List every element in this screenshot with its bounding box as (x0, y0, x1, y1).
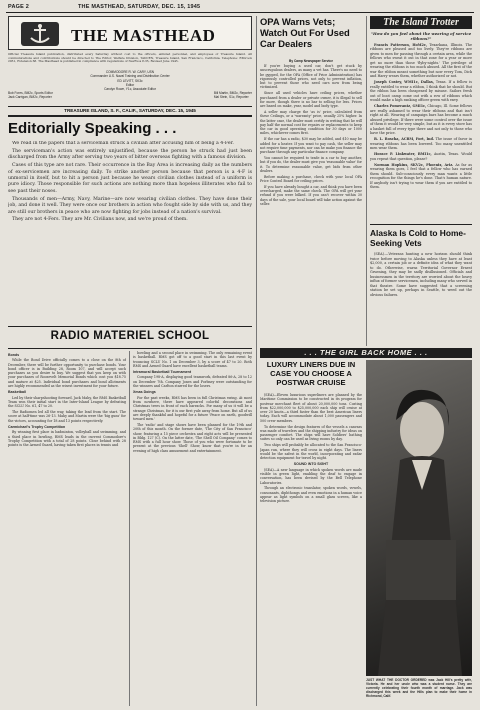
photo-caption: JUST WHAT THE DOCTOR ORDERED was Jack Hill's pretty wife, Victoria. He and her uncle who was a student nurse. They are currently celebrating their fourth month of marriage. Jack was discharged this week and the Hills plan to make their home in Richmond, Calif. (366, 678, 472, 698)
island-trotter-banner (370, 16, 472, 29)
girl-back-home-banner (260, 348, 472, 358)
girl-back-home-text: THE GIRL BACK HOME (319, 348, 413, 357)
girl-back-home-photo (366, 360, 472, 676)
page-number: PAGE 2 (8, 4, 29, 10)
trotter-response: Texarkana, Illinois. The ribbons are pleased and too lively. They're ribbons are given to men for passing through a certain area, while the fellows who sweat it out in that zone for a year or more get no more than those 'flyby-nights.' The privilege of wearing the ribbons is too much abused. All the first of the war the ribbon meant something but now every Tom, Dick and Harry wears them, whether authorized or not. (370, 42, 472, 78)
opa-paragraph: You cannot be required to trade in a car to buy another, but if you do, the dealer must give you 'reasonable value' for it. To determine reasonable value, get bids from other dealers. (260, 155, 362, 173)
page-header (8, 4, 472, 12)
alaska-body (370, 252, 472, 346)
editorial-paragraph: Thousands of men—Army, Navy, Marine—are now wearing civilian clothes. They have done their job, and done it well. They were once our brothers in action who fought side by side with us, and they are still our brothers in peace who are now fighting for jobs instead of a nation's survival. (8, 196, 252, 215)
editor: ED LEVITT, SK3c (117, 79, 143, 83)
trotter-answer (370, 80, 472, 103)
paragraph: The 'radio' and stage shows have been planned for the 19th and 20th of this month. On the former date, 'The City of San Francisco' show, featuring a 15 piece orchestra and eight acts will be presented in Bldg. 127 (C). On the latter date, 'The Shell Oil Company' comes to RMS with a full hour show. Those of you who were fortunate to be present at the previous 'Shell' Show, know that you're in for an evening of high class amusement and entertainment. (133, 422, 252, 453)
opa-paragraph: If you're buying a used car, don't get stuck by unscrupulous dealers, as many a vet has. There's no need to be gypped, for the OPA (Office of Price Administration) has rigorously controlled prices, not only to prevent inflation, but to prevent those who need cars now from being victimized. (260, 64, 362, 90)
luxury-body (260, 393, 362, 706)
editor-role: Editor (125, 83, 135, 87)
opa-paragraph: A seller may charge the 'as is' price, calculated from these Ceilings, or a 'warranty' price, usually 25% higher. In the latter case, the dealer must certify in writing that he will pay half the normal cost for repairs or replacements to keep the car in good operating condition for 30 days or 1000 miles, whichever comes first. (260, 109, 362, 136)
island-trotter-title: The Island Trotter (383, 17, 459, 28)
trotter-respondent: Norman Hopkins, SKV2c, Phoenix, Ariz. (374, 162, 454, 167)
staff-3: Jack Carrigan, BM2c, Reporter (8, 95, 52, 99)
trotter-respondent: Horace P. Linkwater, BMI1c, (374, 152, 432, 156)
commodore: COMMODORE R. W. CARY, USN (105, 70, 155, 74)
editorial-paragraph: We read in the papers that a serviceman struck a civilian after accusing him of being a 4-Fer. (12, 141, 234, 146)
masthead-title: THE MASTHEAD (71, 26, 216, 45)
trotter-respondent: Joseph Costey, WMI1c, Dallas, (374, 80, 434, 84)
radio-school-title: RADIO MATERIEL SCHOOL (50, 330, 210, 342)
section-heading: Basketball (8, 390, 26, 395)
opa-body (260, 64, 362, 354)
staff-1: Bob Fores, BM2c, Sports Editor (8, 91, 53, 95)
trotter-question: "How do you feel about the wearing of service ribbons?" (370, 32, 472, 41)
trotter-answer (370, 137, 472, 151)
opa-paragraph: If you have already bought a car, and think you have been overcharged, make the same check. The OPA will get your refund if you were bilked. If you can't recover within 30 days of the sale, your local board will take action against the seller. (260, 184, 362, 206)
paragraph: bowling and a second place in swimming. The only remaining event is basketball. RMS got off to a good start in this last event by trouncing SCLU No. 1 on December 3, by a score of 47 to 20. Both RMS and Armed Guard have excellent basketball teams. (133, 351, 252, 368)
trotter-response: As far as wearing them goes, I feel that a fellow who has earned them should. Sub-consciously every man wants a little recognition for the things he's done. That's human nature. If anybody isn't trying to wear them if you are entitled to them. (370, 162, 472, 189)
editorial-body (8, 141, 252, 324)
section-heading: Bonds (8, 353, 20, 357)
girl-back-home-title: . . . THE GIRL BACK HOME . . . (304, 348, 428, 357)
trotter-response: The issue of favor in wearing ribbons has been lowered. Too many unentitled men wear them. (370, 137, 472, 150)
staff-2: Bill Martin, BM2c, Reporter (213, 91, 252, 95)
island-trotter-body (370, 32, 472, 222)
section-heading: Intramural Basketball Tournament (133, 370, 192, 375)
editorial-title: Editorially Speaking . . . (8, 120, 177, 137)
opa-paragraph: Since all used vehicles have ceiling prices, whether purchased from a dealer or private owner, it is illegal to sell for more, though there is no bar to selling for less. Prices are based on make, year, model and body type. (260, 91, 362, 109)
masthead-info: Official Treasure Island publication, distributed every Saturday without cost to the officers, enlisted personnel, and employees of Treasure Island. All communications and contributions should be directed to The Editor, Welfare Division, TADCEN, Treasure Island, San Francisco, California. Telephone: EXbrook 2951, Extension 68. The Masthead is published in compliance with regulations of NavExos P-35, Revised June 1945. (8, 53, 252, 63)
editorial-paragraph: They are not 4-Fers. They are Mr. Civilians now, and we're proud of them. (12, 217, 188, 223)
opa-paragraph: Before making a purchase, check with your local OPA Price Control Board for ceiling prices. (260, 174, 362, 183)
paragraph: While the Bond Drive officially comes to a close on the 8th of December, there will be further opportunity to purchase bonds. Your bond officer is in Building 28, Room 107, and will accept such purchases as you desire to buy. We suggest that you keep on with your purchases of Roosevelt Memorial Bonds which cost you $18.75 and mature at $25. Individual bond purchases and bond allotments are highly recommended as the wisest investment for your future. (8, 358, 126, 389)
staff-4: Mal Stein, S1c, Reporter (213, 95, 249, 99)
section-heading: Carmichael's Trophy Competition (8, 424, 66, 429)
trotter-response: Austin, Texas. Would you repeat that question, please? (370, 152, 472, 161)
section-heading: Xmas Doings (133, 390, 156, 395)
officer: Commander U.S. Naval Training and Distribution Center (90, 74, 170, 78)
paragraph: For the past weeks, RMS has been in full Christmas swing. At most from nowhere, there have appeared colorful decorations and Christmas trees in front of each barracks. For many of us it will be a strange Christmas, for it is our first yule away from home. But all of us are deeply thankful and hopeful for a future 'Peace on earth, goodwill toward men.' (133, 395, 252, 422)
sound-paragraph: Through an electronic translator, spoken words, vowels, consonants, diphthongs and even emotions in a human voice appear as light symbols on a small glass screen, like a television picture. (260, 486, 362, 504)
radio-col-1 (8, 351, 126, 706)
associate-editor: Carolyn Rowe, Y1c, Associate Editor (104, 87, 156, 91)
editorial-paragraph: Cases of this type are not rare. Their occurrence in the Bay Area is increasing daily as the numbers of ex-servicemen are increasing daily. To strike another person because that person is a 4-F is unmoral in itself, but to hit a person just because he wears civilian clothes instead of a uniform is pure idiocy. Those responsible for such actions are nothing more than hopeless illiterates who fail to see past their noses. (8, 163, 252, 194)
trotter-answer (370, 43, 472, 79)
trotter-answer (370, 163, 472, 190)
sound-paragraph: (SEA)—A new language in which spoken words are made visible in green light, enabling the deaf to engage in conversation, has been devised by the Bell Telephone Laboratories. (260, 467, 362, 485)
location-line: TREASURE ISLAND, S. F., CALIF., SATURDAY, DEC. 15, 1945 (64, 108, 196, 113)
trotter-respondent: Francis Patterson, HoM2c, (374, 42, 428, 47)
trotter-respondent: Charles Pomerantz, GMI1c, (374, 104, 427, 108)
luxury-paragraph: Two ships will probably be allocated to the San Francisco-Japan run, where they will cross in eight days. The liners would be the safest in the world, incorporating and radar detection equipment for travel by night. (260, 443, 362, 461)
paragraph: The Radiomen led all the way, taking the lead from the start. The score at half-time was 26-13. Mahy and Martin were the 'big guns' for the victors, accounting for 18 and 13 points respectively. (8, 410, 126, 423)
radio-col-2 (133, 351, 252, 706)
anchor-logo-icon (21, 22, 59, 46)
paragraph: Company 198-A, displaying good teamwork, defeated 86-A, 28 to 12 on December 7th. Company Jones and Forbney were outstanding for the winners and Carlton starred for the losers. (133, 375, 252, 389)
issue-line: THE MASTHEAD, SATURDAY, DEC. 15, 1945 (78, 4, 201, 10)
trotter-answer (370, 104, 472, 136)
trotter-response: Chicago, Ill. Some fellows are really ashamed to wear their ribbons and that isn't right at all. Wearing of campaign bars has become a much abused privilege. If there were some control over the issue of them it would be very simple, but as it is every store has a basket full of every type there and not only to those who have the price. (370, 104, 472, 135)
staff-box (8, 70, 252, 104)
paragraph: By winning first place in badminton, volleyball and swimming, and a third place in bowling, RMS leads in the current Commodore's Trophy Competition with a total of 28 points. Close behind with 28 points is the Armed Guard, having taken first places in tennis and (8, 430, 126, 448)
opa-byline: By Camp Newspaper Service (289, 59, 333, 63)
opa-paragraph: If the car has a radio, $30 may be added, and $10 may be added for a heater. If you want to pay cash, the seller may not require time payments, nor can he make you finance the purchase through any particular finance company. (260, 137, 362, 155)
opa-headline: OPA Warns Vets; Watch Out For Used Car Dealers (260, 16, 350, 49)
trotter-response: Texas. If a fellow is really entitled to wear a ribbon, I think that he should. But the ribbon has been cheapened by misuse. Sailors fresh out of boot camp come out with a row of ribbons which would make a high ranking officer green with envy. (370, 80, 472, 102)
paragraph: Led by their sharpshooting forward, Jack Mahy, the RMS Basketball Team won their initial start in the Inter-Island League by defeating the SCLU No. 61, 47 to 20. (8, 395, 126, 409)
luxury-headline: LUXURY LINERS DUE IN CASE YOU CHOOSE A POSTWAR CRUISE (266, 360, 356, 387)
alaska-headline: Alaska Is Cold to Home-Seeking Vets (370, 228, 466, 248)
luxury-paragraph: To determine the design features of the vessels a canvass was made of travelers and the shipping industry for ideas on passenger comfort. The ships will have Soldiers' bathing suites so only can be used as living rooms by day. (260, 424, 362, 442)
luxury-paragraph: (SEA)—Eleven luxurious superliners are planned by the Maritime Commission to be constructed in its program for postwar merchant fleet of about 20,000,000 tons. Costing from $22,000,000 to $25,000,000 each ship will cruise at over 20 knots—a third faster than the best American liners today. Each will accommodate about 1,000 passengers and 500 crew members. (260, 393, 362, 423)
sound-into-sight-heading: SOUND INTO SIGHT (293, 462, 329, 467)
alaska-text: (SEA).—Veterans hunting a new horizon should think twice before moving to Alaska unless they have at least $2,000, a certain job or a definite idea of what they want to do. Otherwise, warns Territorial Governor Ernest Gruening, they may be sadly disillusioned. Officials and businessmen in the territory are worried about the heavy influx of former servicemen, including many who served in that theatre. Some have suggested that a screening station be set up, perhaps in Seattle, to weed out the obvious failures. (370, 252, 472, 297)
editorial-paragraph: The serviceman's action was entirely unjustified, because the person he struck had just been discharged from the Army after serving two years of bitter overseas fighting with a famous division. (8, 148, 252, 161)
trotter-answer (370, 152, 472, 161)
trotter-respondent: B. L. Roscha, ACRM, Fort, Ind. (374, 137, 435, 141)
masthead-banner (8, 16, 252, 50)
